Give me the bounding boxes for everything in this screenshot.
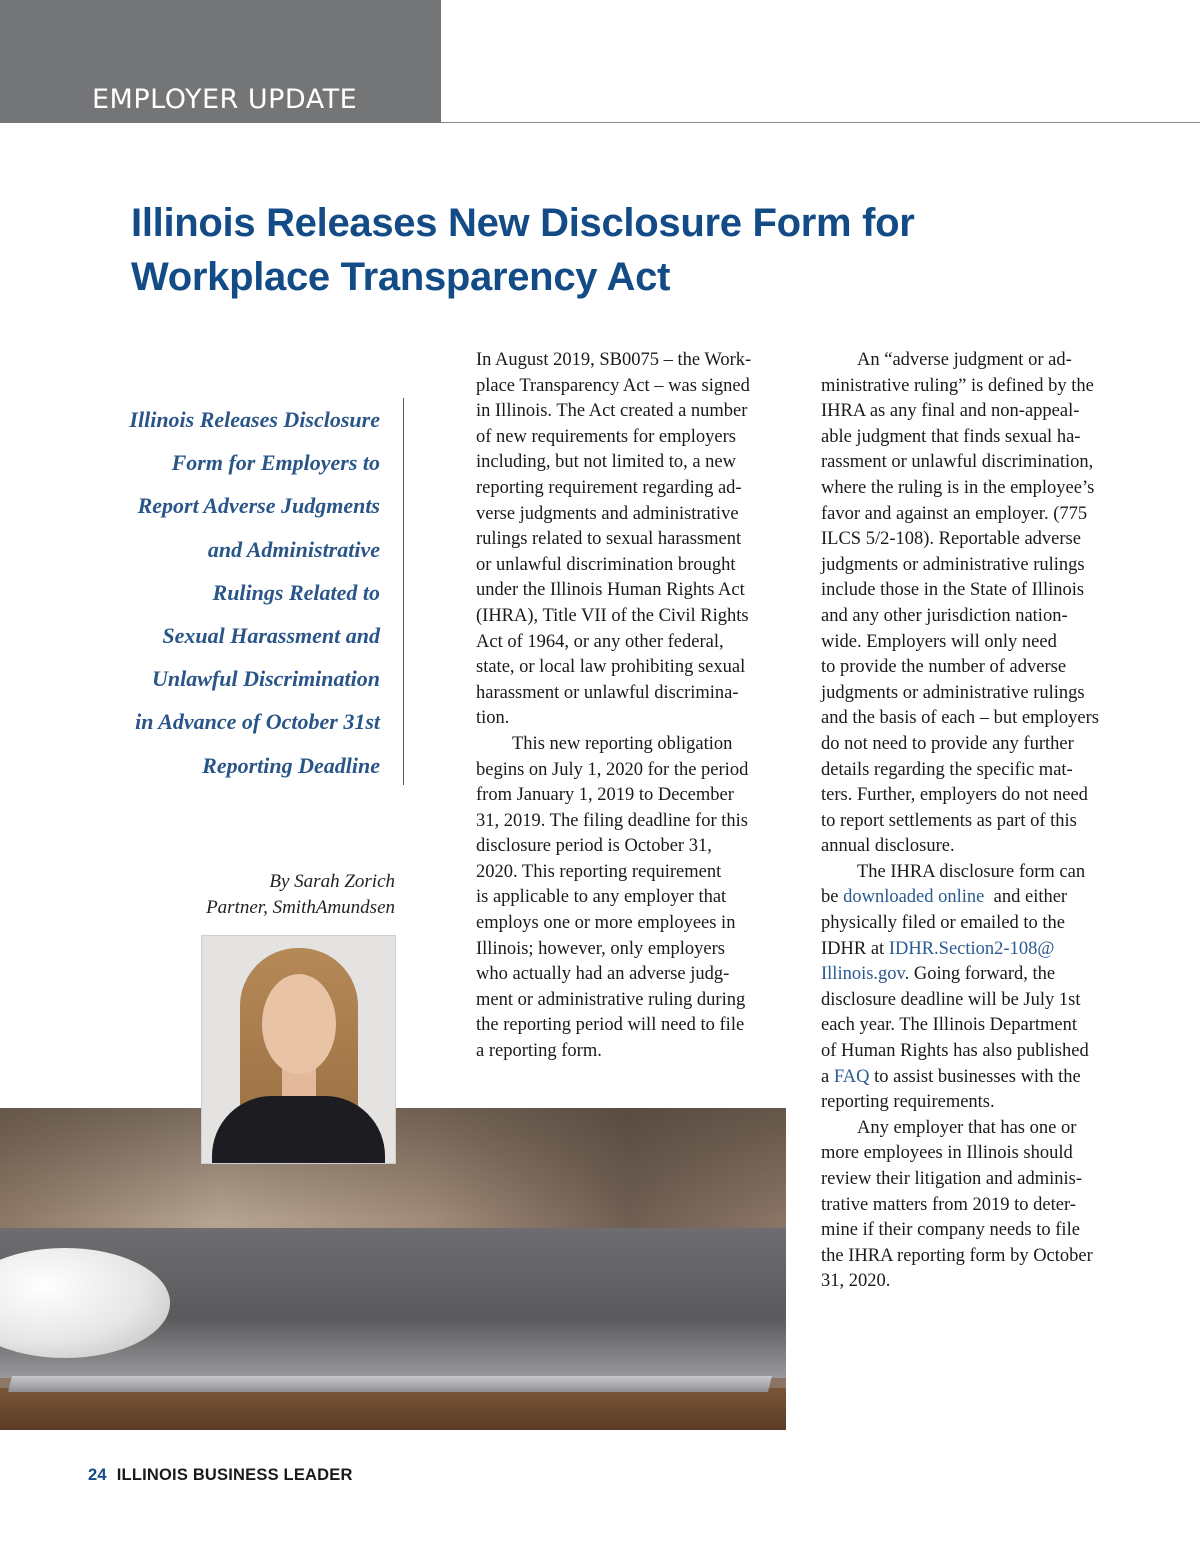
body-line: ment or administrative ruling during [476, 989, 746, 1010]
author-name: By Sarah Zorich [269, 871, 395, 892]
body-line: more employees in Illinois should [821, 1143, 1073, 1164]
body-line [821, 885, 1131, 911]
desk-surface [0, 1388, 786, 1430]
body-line: employs one or more employees in [476, 913, 736, 934]
body-line: This new reporting obligation [512, 733, 733, 754]
body-line: annual disclosure. [821, 836, 955, 857]
body-line: favor and against an employer. (775 [821, 503, 1088, 524]
article-title-line: Workplace Transparency Act [131, 255, 671, 299]
body-line: able judgment that finds sexual ha- [821, 426, 1081, 447]
body-line: trative matters from 2019 to deter- [821, 1194, 1076, 1215]
body-line: to provide the number of adverse [821, 657, 1067, 678]
body-line: An “adverse judgment or ad- [857, 350, 1072, 370]
body-line: ters. Further, employers do not need [821, 785, 1088, 806]
body-line: ministrative ruling” is defined by the [821, 375, 1094, 396]
body-line: judgments or administrative rulings [821, 554, 1085, 575]
body-line: The IHRA disclosure form can [857, 861, 1086, 882]
body-line: to report settlements as part of this [821, 810, 1077, 831]
body-line [821, 937, 1131, 963]
pull-quote-line: Sexual Harassment and [162, 623, 380, 649]
page-number: 24 [88, 1466, 107, 1484]
body-line: of Human Rights has also published [821, 1041, 1089, 1062]
body-text: . Going forward, the [904, 964, 1056, 985]
body-line: review their litigation and adminis- [821, 1169, 1082, 1189]
body-line: reporting requirement regarding ad- [476, 477, 742, 498]
body-text: a [821, 1066, 834, 1087]
body-line [821, 962, 1131, 988]
download-form-link[interactable]: downloaded online [843, 887, 985, 908]
body-line: details regarding the specific mat- [821, 759, 1073, 780]
body-line: Illinois; however, only employers [476, 938, 725, 959]
body-line: a reporting form. [476, 1041, 602, 1062]
body-line: ILCS 5/2-108). Reportable adverse [821, 529, 1081, 550]
body-line: verse judgments and administrative [476, 503, 739, 524]
body-line: the IHRA reporting form by October [821, 1245, 1093, 1266]
publication-name: ILLINOIS BUSINESS LEADER [116, 1466, 353, 1484]
body-column-1 [476, 348, 786, 1065]
byline [150, 869, 395, 921]
body-line [821, 1065, 1131, 1091]
body-line: who actually had an adverse judg- [476, 964, 730, 985]
pull-quote-line: Illinois Releases Disclosure [129, 407, 380, 432]
body-line: each year. The Illinois Department [821, 1015, 1077, 1036]
headshot-face [262, 974, 336, 1074]
pull-quote-line: Rulings Related to [212, 579, 380, 605]
body-line: under the Illinois Human Rights Act [476, 580, 745, 601]
body-line: rulings related to sexual harassment [476, 529, 742, 550]
pull-quote-line: in Advance of October 31st [135, 709, 380, 735]
body-line: of new requirements for employers [476, 426, 736, 447]
body-line: physically filed or emailed to the [821, 913, 1066, 934]
body-line: where the ruling is in the employee’s [821, 477, 1095, 498]
pull-quote [100, 398, 380, 787]
body-line: (IHRA), Title VII of the Civil Rights [476, 605, 749, 626]
body-line: In August 2019, SB0075 – the Work- [476, 350, 752, 370]
pull-quote-line: Unlawful Discrimination [151, 666, 380, 692]
body-text: and either [984, 887, 1068, 908]
body-line: the reporting period will need to file [476, 1015, 745, 1036]
body-line: Any employer that has one or [857, 1117, 1077, 1138]
headshot-body [212, 1096, 385, 1164]
section-label: EMPLOYER UPDATE [92, 84, 358, 115]
body-line: begins on July 1, 2020 for the period [476, 759, 749, 780]
body-line: wide. Employers will only need [821, 631, 1057, 652]
body-line: disclosure deadline will be July 1st [821, 989, 1081, 1010]
body-text: IDHR at [821, 938, 889, 959]
idhr-email-link[interactable]: IDHR.Section2-108@ [888, 938, 1055, 959]
body-line: mine if their company needs to file [821, 1220, 1080, 1241]
faq-link[interactable]: FAQ [833, 1066, 870, 1087]
article-title-line: Illinois Releases New Disclosure Form for [131, 201, 915, 245]
body-text: be [821, 887, 844, 908]
body-line: 31, 2020. [821, 1271, 891, 1292]
body-line: disclosure period is October 31, [476, 836, 712, 857]
body-text: to assist businesses with the [869, 1066, 1081, 1087]
body-line: in Illinois. The Act created a number [476, 401, 748, 422]
body-line: IHRA as any final and non-appeal- [821, 401, 1080, 422]
pull-quote-divider [403, 398, 404, 785]
body-line: 31, 2019. The filing deadline for this [476, 810, 748, 831]
body-line: rassment or unlawful discrimination, [821, 452, 1094, 473]
body-column-2 [821, 348, 1131, 1295]
body-line: 2020. This reporting requirement [476, 861, 722, 882]
article-title [131, 196, 1031, 304]
body-line: state, or local law prohibiting sexual [476, 657, 746, 678]
laptop-edge [8, 1376, 772, 1392]
body-line: and the basis of each – but employers [821, 708, 1099, 729]
author-role: Partner, SmithAmundsen [206, 897, 395, 918]
body-line: from January 1, 2019 to December [476, 785, 734, 806]
section-divider [441, 122, 1200, 123]
body-line: Act of 1964, or any other federal, [476, 631, 724, 652]
author-headshot [201, 935, 396, 1164]
body-line: place Transparency Act – was signed [476, 375, 750, 396]
body-line: reporting requirements. [821, 1092, 995, 1113]
page-footer [88, 1466, 353, 1485]
body-line: including, but not limited to, a new [476, 452, 736, 473]
body-line: tion. [476, 708, 510, 729]
pull-quote-line: Reporting Deadline [202, 752, 380, 778]
pull-quote-line: Report Adverse Judgments [137, 493, 380, 519]
body-line: include those in the State of Illinois [821, 580, 1085, 601]
pull-quote-line: Form for Employers to [171, 450, 380, 476]
body-line: harassment or unlawful discrimina- [476, 682, 739, 703]
body-line: is applicable to any employer that [476, 887, 727, 908]
idhr-email-link[interactable]: Illinois.gov [821, 964, 905, 985]
body-line: and any other jurisdiction nation- [821, 605, 1068, 626]
pull-quote-line: and Administrative [207, 536, 380, 562]
body-line: do not need to provide any further [821, 733, 1074, 754]
body-line: or unlawful discrimination brought [476, 554, 736, 575]
body-line: judgments or administrative rulings [821, 682, 1085, 703]
